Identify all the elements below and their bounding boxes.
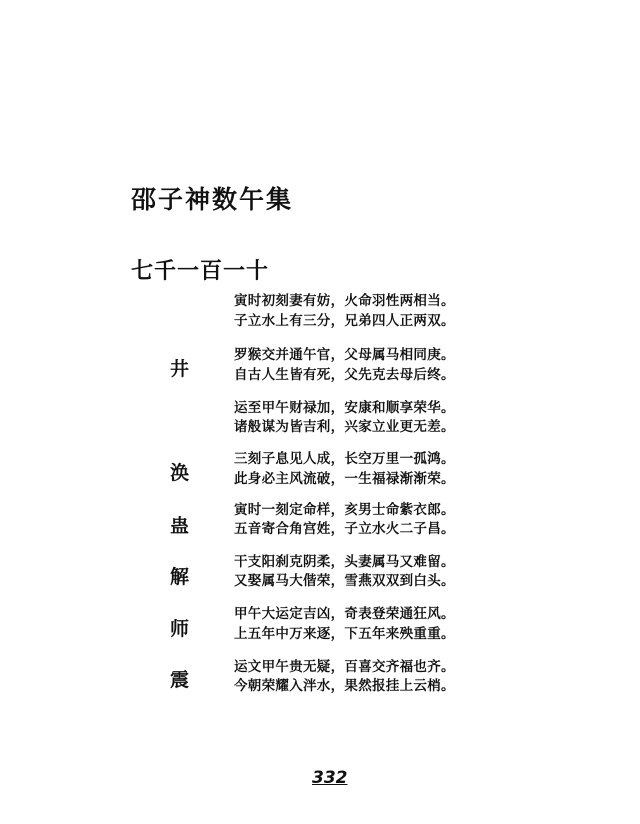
stanza-3-line-1: 运至甲午财禄加，安康和顺享荣华。	[234, 400, 455, 416]
stanza-4-line-2: 此身必主风流破，一生福禄渐渐荣。	[234, 471, 455, 487]
stanza-7-line-2: 上五年中万来逐，下五年来殃重重。	[234, 626, 455, 642]
hexagram-zhen: 震	[170, 669, 190, 691]
hexagram-shi: 师	[170, 618, 190, 640]
stanza-4-line-1: 三刻子息见人成，长空万里一孤鸿。	[234, 451, 455, 467]
hexagram-gu: 蛊	[170, 515, 190, 537]
stanza-3-line-2: 诸般谋为皆吉利，兴家立业更无差。	[234, 419, 455, 435]
stanza-6-line-2: 又娶属马大偕荣，雪燕双双到白头。	[234, 573, 455, 589]
stanza-8-line-1: 运文甲午贵无疑，百喜交齐福也齐。	[234, 659, 455, 675]
page-number: 332	[312, 768, 348, 788]
stanza-7-line-1: 甲午大运定吉凶，奇表登荣通狂风。	[234, 606, 455, 622]
stanza-5-line-1: 寅时一刻定命样，亥男士命紫衣郎。	[234, 502, 455, 518]
hexagram-jing: 井	[170, 358, 190, 380]
stanza-2-line-2: 自古人生皆有死，父先克去母后终。	[234, 367, 455, 383]
hexagram-huan: 涣	[170, 462, 190, 484]
stanza-2-line-1: 罗猴交并通午官，父母属马相同庚。	[234, 347, 455, 363]
stanza-6-line-1: 干支阳刹克阴柔，头妻属马又难留。	[234, 554, 455, 570]
stanza-1-line-2: 子立水上有三分，兄弟四人正两双。	[234, 313, 455, 329]
stanza-1-line-1: 寅时初刻妻有妨，火命羽性两相当。	[234, 293, 455, 309]
stanza-5-line-2: 五音寄合角宫姓，子立水火二子昌。	[234, 521, 455, 537]
page-title: 邵子神数午集	[131, 185, 294, 214]
stanza-8-line-2: 今朝荣耀入泮水，果然报挂上云梢。	[234, 678, 455, 694]
hexagram-jie: 解	[170, 566, 190, 588]
section-heading: 七千一百一十	[131, 259, 270, 284]
